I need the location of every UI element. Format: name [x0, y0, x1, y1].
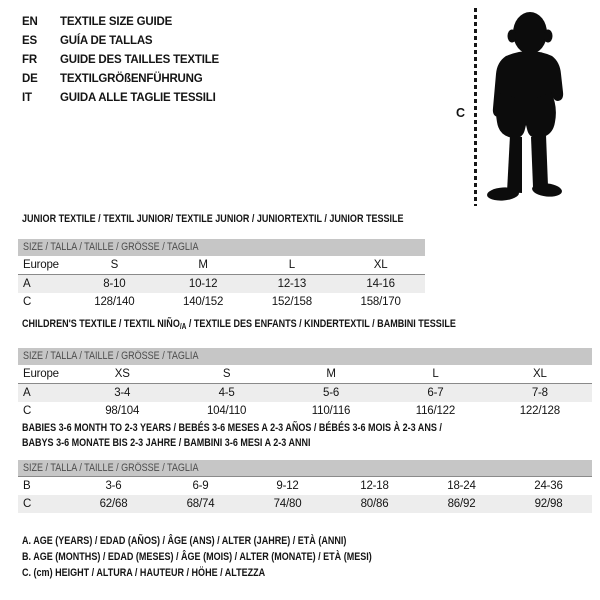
- footnotes: [22, 533, 449, 581]
- language-row: [22, 51, 219, 70]
- footnote-line: [22, 533, 449, 549]
- cell-value: 152/158: [271, 296, 312, 308]
- size-header-label: SIZE / TALLA / TAILLE / GRÖSSE / TAGLIA: [23, 350, 199, 362]
- language-title: GUÍA DE TALLAS: [60, 35, 153, 47]
- language-row: [22, 70, 219, 89]
- cell-value: 98/104: [105, 405, 140, 417]
- height-measure-dashed-line: [474, 8, 477, 206]
- footnote-line: [22, 549, 449, 565]
- data-row-B: [18, 477, 592, 495]
- cell-value: S: [222, 368, 231, 380]
- title-segment: /A: [179, 322, 187, 331]
- babies-table-title: [22, 421, 600, 451]
- cell-value: 158/170: [360, 296, 401, 308]
- table-title-text: [22, 436, 311, 451]
- language-title: TEXTILGRÖßENFÜHRUNG: [60, 73, 203, 85]
- title-segment: BABIES 3-6 MONTH TO 2-3 YEARS / BEBÉS 3-6 MESES A 2-3 AÑOS / BÉBÉS 3-6 MOIS À 2-3 ANS /: [22, 422, 442, 434]
- babies-size-table: [18, 460, 592, 513]
- child-height-figure: [450, 6, 590, 211]
- language-title: GUIDA ALLE TAGLIE TESSILI: [60, 92, 216, 104]
- table-title-line: [22, 436, 600, 451]
- cell-value: 24-36: [534, 480, 563, 492]
- size-header-label: SIZE / TALLA / TAILLE / GRÖSSE / TAGLIA: [23, 241, 199, 253]
- data-row-C: [18, 495, 592, 513]
- language-code: ES: [22, 35, 37, 47]
- table-title-line: [22, 212, 600, 227]
- cell-value: M: [198, 259, 208, 271]
- junior-table-title: [22, 212, 600, 227]
- toddler-silhouette-icon: [486, 8, 566, 204]
- size-columns-row: [18, 365, 592, 384]
- language-row: [22, 32, 219, 51]
- language-code: IT: [22, 92, 32, 104]
- cell-value: 14-16: [366, 278, 395, 290]
- cell-value: 3-6: [105, 480, 122, 492]
- height-label-c: C: [456, 106, 466, 120]
- row-label: C: [23, 498, 32, 510]
- junior-table-section: [0, 212, 600, 311]
- title-segment: BABYS 3-6 MONATE BIS 2-3 JAHRE / BAMBINI 3-6 MESI A 2-3 ANNI: [22, 437, 311, 449]
- cell-value: 128/140: [94, 296, 135, 308]
- cell-value: XS: [114, 368, 130, 380]
- size-header-label: SIZE / TALLA / TAILLE / GRÖSSE / TAGLIA: [23, 462, 199, 474]
- cell-value: 68/74: [186, 498, 215, 510]
- title-segment: JUNIOR TEXTILE / TEXTIL JUNIOR/ TEXTILE JUNIOR / JUNIORTEXTIL / JUNIOR TESSILE: [22, 213, 404, 225]
- size-columns-row: [18, 256, 425, 275]
- children-size-table: [18, 348, 592, 420]
- language-row: [22, 13, 219, 32]
- data-row-A: [18, 275, 425, 293]
- cell-value: M: [326, 368, 336, 380]
- cell-value: 74/80: [273, 498, 302, 510]
- language-code: EN: [22, 16, 38, 28]
- cell-value: 10-12: [188, 278, 218, 290]
- cell-value: 9-12: [276, 480, 299, 492]
- junior-size-table: [18, 239, 425, 311]
- row-label: Europe: [23, 259, 59, 271]
- cell-value: L: [288, 259, 295, 271]
- cell-value: 80/86: [360, 498, 389, 510]
- language-title: TEXTILE SIZE GUIDE: [60, 16, 173, 28]
- cell-value: 12-13: [277, 278, 307, 290]
- row-label: Europe: [23, 368, 59, 380]
- cell-value: 140/152: [183, 296, 224, 308]
- size-header-bar: [18, 348, 592, 365]
- row-label: C: [23, 296, 32, 308]
- title-segment: / TEXTILE DES ENFANTS / KINDERTEXTIL / BAMBINI TESSILE: [186, 318, 456, 330]
- data-row-A: [18, 384, 592, 402]
- table-title-text: [22, 212, 404, 227]
- language-title: GUIDE DES TAILLES TEXTILE: [60, 54, 219, 66]
- size-header-bar: [18, 239, 425, 256]
- cell-value: 122/128: [519, 405, 560, 417]
- footnote-text: B. AGE (MONTHS) / EDAD (MESES) / ÂGE (MOIS) / ALTER (MONATE) / ETÀ (MESI): [22, 551, 372, 563]
- footnote-text: C. (cm) HEIGHT / ALTURA / HAUTEUR / HÖHE / ALTEZZA: [22, 567, 266, 579]
- cell-value: 5-6: [323, 387, 340, 399]
- cell-value: 62/68: [99, 498, 128, 510]
- data-row-C: [18, 402, 592, 420]
- cell-value: 116/122: [415, 405, 456, 417]
- table-title-line: [22, 317, 600, 332]
- cell-value: S: [110, 259, 119, 271]
- language-title-list: [22, 13, 219, 108]
- cell-value: 110/116: [311, 405, 351, 417]
- cell-value: 18-24: [447, 480, 476, 492]
- cell-value: 104/110: [206, 405, 247, 417]
- cell-value: XL: [532, 368, 547, 380]
- footnote-line: [22, 565, 449, 581]
- footnote-text: A. AGE (YEARS) / EDAD (AÑOS) / ÂGE (ANS) / ALTER (JAHRE) / ETÀ (ANNI): [22, 535, 347, 547]
- language-row: [22, 89, 219, 108]
- title-segment: CHILDREN'S TEXTILE / TEXTIL NIÑO: [22, 318, 180, 330]
- cell-value: 3-4: [114, 387, 131, 399]
- table-title-text: [22, 421, 442, 436]
- row-label: B: [23, 480, 31, 492]
- children-table-title: [22, 317, 600, 332]
- data-row-C: [18, 293, 425, 311]
- size-header-bar: [18, 460, 592, 477]
- table-title-line: [22, 421, 600, 436]
- cell-value: 6-7: [427, 387, 444, 399]
- cell-value: L: [432, 368, 439, 380]
- table-title-text: [22, 317, 456, 334]
- cell-value: 4-5: [218, 387, 235, 399]
- language-code: FR: [22, 54, 37, 66]
- cell-value: XL: [373, 259, 388, 271]
- row-label: C: [23, 405, 32, 417]
- cell-value: 7-8: [531, 387, 548, 399]
- children-table-section: [0, 317, 600, 420]
- cell-value: 86/92: [447, 498, 476, 510]
- cell-value: 12-18: [360, 480, 389, 492]
- cell-value: 6-9: [192, 480, 209, 492]
- babies-table-section: [0, 421, 600, 513]
- row-label: A: [23, 278, 31, 290]
- cell-value: 8-10: [103, 278, 126, 290]
- row-label: A: [23, 387, 31, 399]
- cell-value: 92/98: [534, 498, 563, 510]
- language-code: DE: [22, 73, 38, 85]
